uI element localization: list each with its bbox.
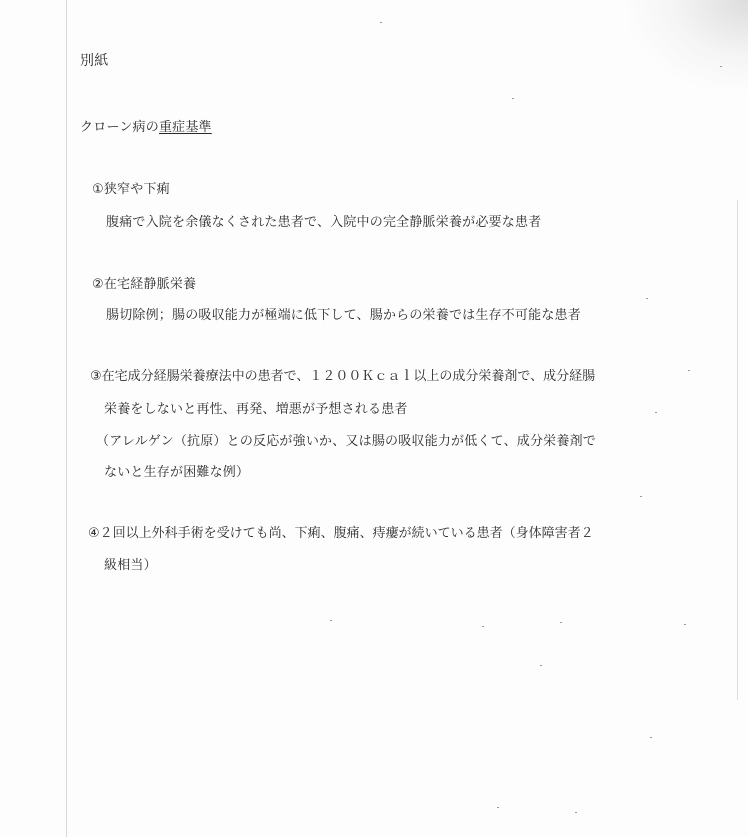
binding-line: [66, 0, 67, 837]
criterion-2-heading: ②在宅経静脈栄養: [92, 277, 197, 292]
scan-speck: [560, 622, 562, 623]
title-prefix: クローン病の: [80, 120, 159, 135]
scan-speck: [482, 626, 484, 627]
scan-speck: [575, 812, 577, 813]
scan-speck: [688, 370, 690, 371]
criterion-4-heading: ④２回以上外科手術を受けても尚、下痢、腹痛、痔瘻が続いている患者（身体障害者２: [88, 526, 594, 541]
scan-speck: [330, 620, 332, 621]
criterion-3-heading: ③在宅成分経腸栄養療法中の患者で、１２００Ｋｃａｌ以上の成分栄養剤で、成分経腸: [90, 369, 596, 384]
scan-speck: [720, 66, 722, 67]
criterion-1-heading: ①狭窄や下痢: [92, 182, 170, 197]
scan-speck: [512, 98, 514, 99]
criterion-3-line-3: ないと生存が困難な例）: [104, 465, 250, 480]
scan-edge: [737, 200, 738, 700]
attachment-label: 別紙: [80, 53, 109, 69]
criterion-2-line-1: 腸切除例；腸の吸収能力が極端に低下して、腸からの栄養では生存不可能な患者: [106, 308, 581, 323]
scan-speck: [650, 737, 652, 738]
criterion-3-line-2: （アレルゲン（抗原）との反応が強いか、又は腸の吸収能力が低くて、成分栄養剤で: [96, 434, 596, 449]
criterion-1-line-1: 腹痛で入院を余儀なくされた患者で、入院中の完全静脈栄養が必要な患者: [106, 215, 542, 230]
scan-speck: [497, 807, 499, 808]
title-underlined: 重症基準: [158, 120, 212, 135]
scan-speck: [540, 665, 542, 666]
scan-speck: [380, 22, 382, 23]
criterion-3-line-1: 栄養をしないと再性、再発、増悪が予想される患者: [104, 402, 408, 417]
scan-speck: [646, 298, 648, 299]
scan-speck: [640, 496, 642, 497]
criterion-4-line-1: 級相当）: [104, 558, 157, 573]
scan-speck: [655, 412, 657, 413]
document-title: [80, 121, 212, 134]
scan-shading: [628, 0, 748, 90]
scan-speck: [684, 624, 686, 625]
